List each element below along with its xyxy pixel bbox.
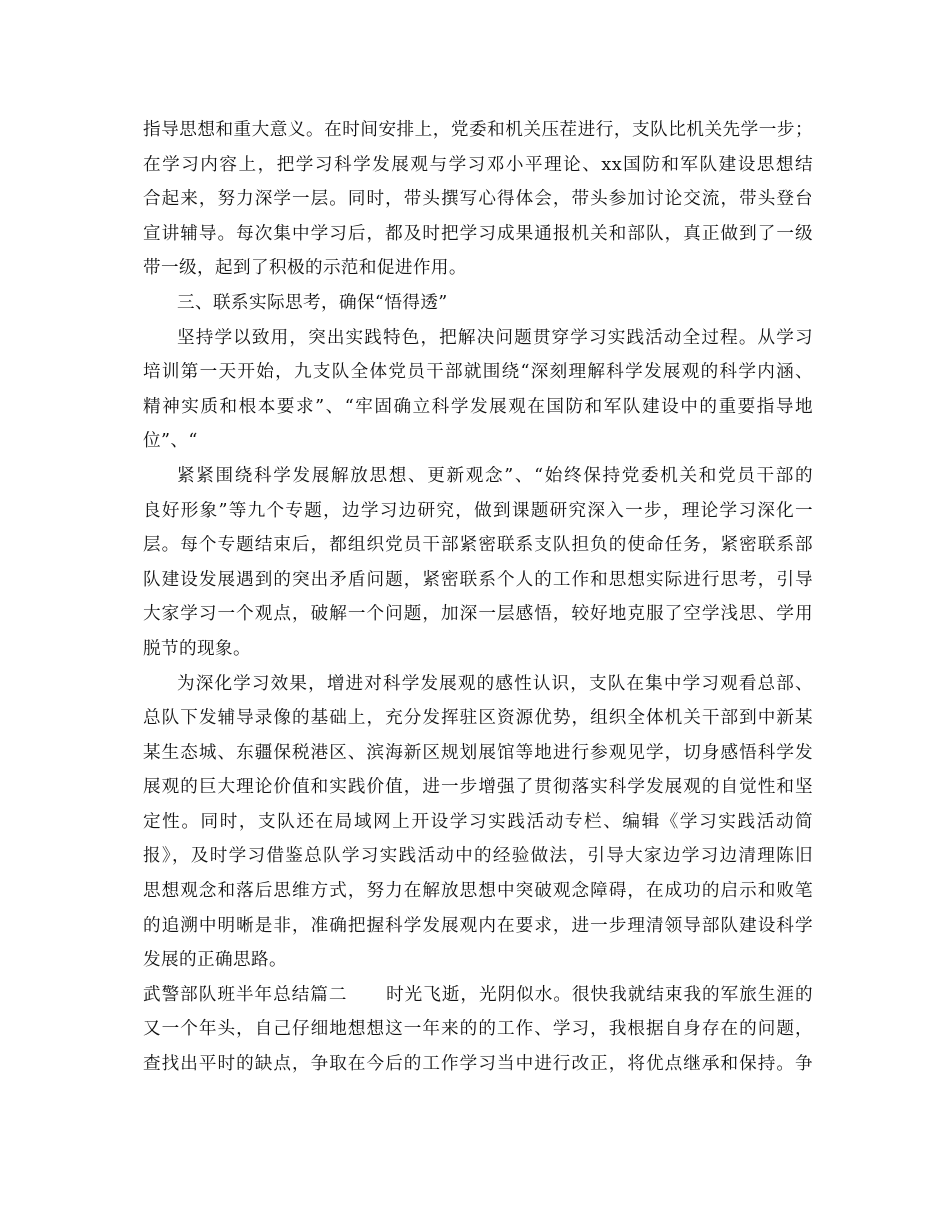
text-line: 位”、“ [143,431,198,452]
text-line: 定性。同时，支队还在局域网上开设学习实践活动专栏、编辑《学习实践活动简 [143,811,813,832]
text-line: 发展的正确思路。 [143,950,287,971]
text-line: 合起来，努力深学一层。同时，带头撰写心得体会，带头参加讨论交流，带头登台 [143,189,813,210]
document-tail [143,1012,813,1081]
text-line: 带一级，起到了积极的示范和促进作用。 [143,258,467,279]
text-line: 大家学习一个观点，破解一个问题，加深一层感悟，较好地克服了空学浅思、学用 [143,604,813,625]
text-line: 良好形象”等九个专题，边学习边研究，做到课题研究深入一步，理论学习深化一 [143,500,813,521]
text-line: 层。每个专题结束后，都组织党员干部紧密联系支队担负的使命任务，紧密联系部 [143,535,813,556]
text-line: 思想观念和落后思维方式，努力在解放思想中突破观念障碍，在成功的启示和败笔 [143,881,813,902]
section-opening-text: 时光飞逝，光阴似水。很快我就结束我的军旅生涯的 [385,984,813,1005]
text-line: 培训第一天开始，九支队全体党员干部就围绕“深刻理解科学发展观的科学内涵、 [143,362,813,383]
text-line: 总队下发辅导录像的基础上，充分发挥驻区资源优势，组织全体机关干部到中新某 [143,708,813,729]
text-line: 紧紧围绕科学发展解放思想、更新观念”、“始终保持党委机关和党员干部的 [177,465,813,486]
text-line: 宣讲辅导。每次集中学习后，都及时把学习成果通报机关和部队，真正做到了一级 [143,223,813,244]
document-page [143,113,813,1082]
text-line: 的追溯中明晰是非，准确把握科学发展观内在要求，进一步理清领导部队建设科学 [143,915,813,936]
text-line: 展观的巨大理论价值和实践价值，进一步增强了贯彻落实科学发展观的自觉性和坚 [143,777,813,798]
document-body [143,113,813,978]
text-line: 为深化学习效果，增进对科学发展观的感性认识，支队在集中学习观看总部、 [177,673,813,694]
text-line: 某生态城、东疆保税港区、滨海新区规划展馆等地进行参观见学，切身感悟科学发 [143,742,813,763]
text-line: 坚持学以致用，突出实践特色，把解决问题贯穿学习实践活动全过程。从学习 [177,327,813,348]
section-heading-line [143,978,813,1013]
text-line: 查找出平时的缺点，争取在今后的工作学习当中进行改正，将优点继承和保持。争 [143,1054,813,1075]
text-line: 精神实质和根本要求”、“牢固确立科学发展观在国防和军队建设中的重要指导地 [143,396,813,417]
text-line: 指导思想和重大意义。在时间安排上，党委和机关压茬进行，支队比机关先学一步； [143,120,813,140]
text-line: 脱节的现象。 [143,638,251,659]
text-line: 又一个年头，自己仔细地想想这一年来的的工作、学习，我根据自身存在的问题， [143,1019,813,1040]
text-line: 队建设发展遇到的突出矛盾问题，紧密联系个人的工作和思想实际进行思考，引导 [143,569,813,590]
text-line: 报》，及时学习借鉴总队学习实践活动中的经验做法，引导大家边学习边清理陈旧 [143,846,813,867]
section-title: 武警部队班半年总结篇二 [143,984,348,1005]
text-line: 三、联系实际思考，确保“悟得透” [177,292,448,313]
text-line: 在学习内容上，把学习科学发展观与学习邓小平理论、xx国防和军队建设思想结 [143,154,813,175]
